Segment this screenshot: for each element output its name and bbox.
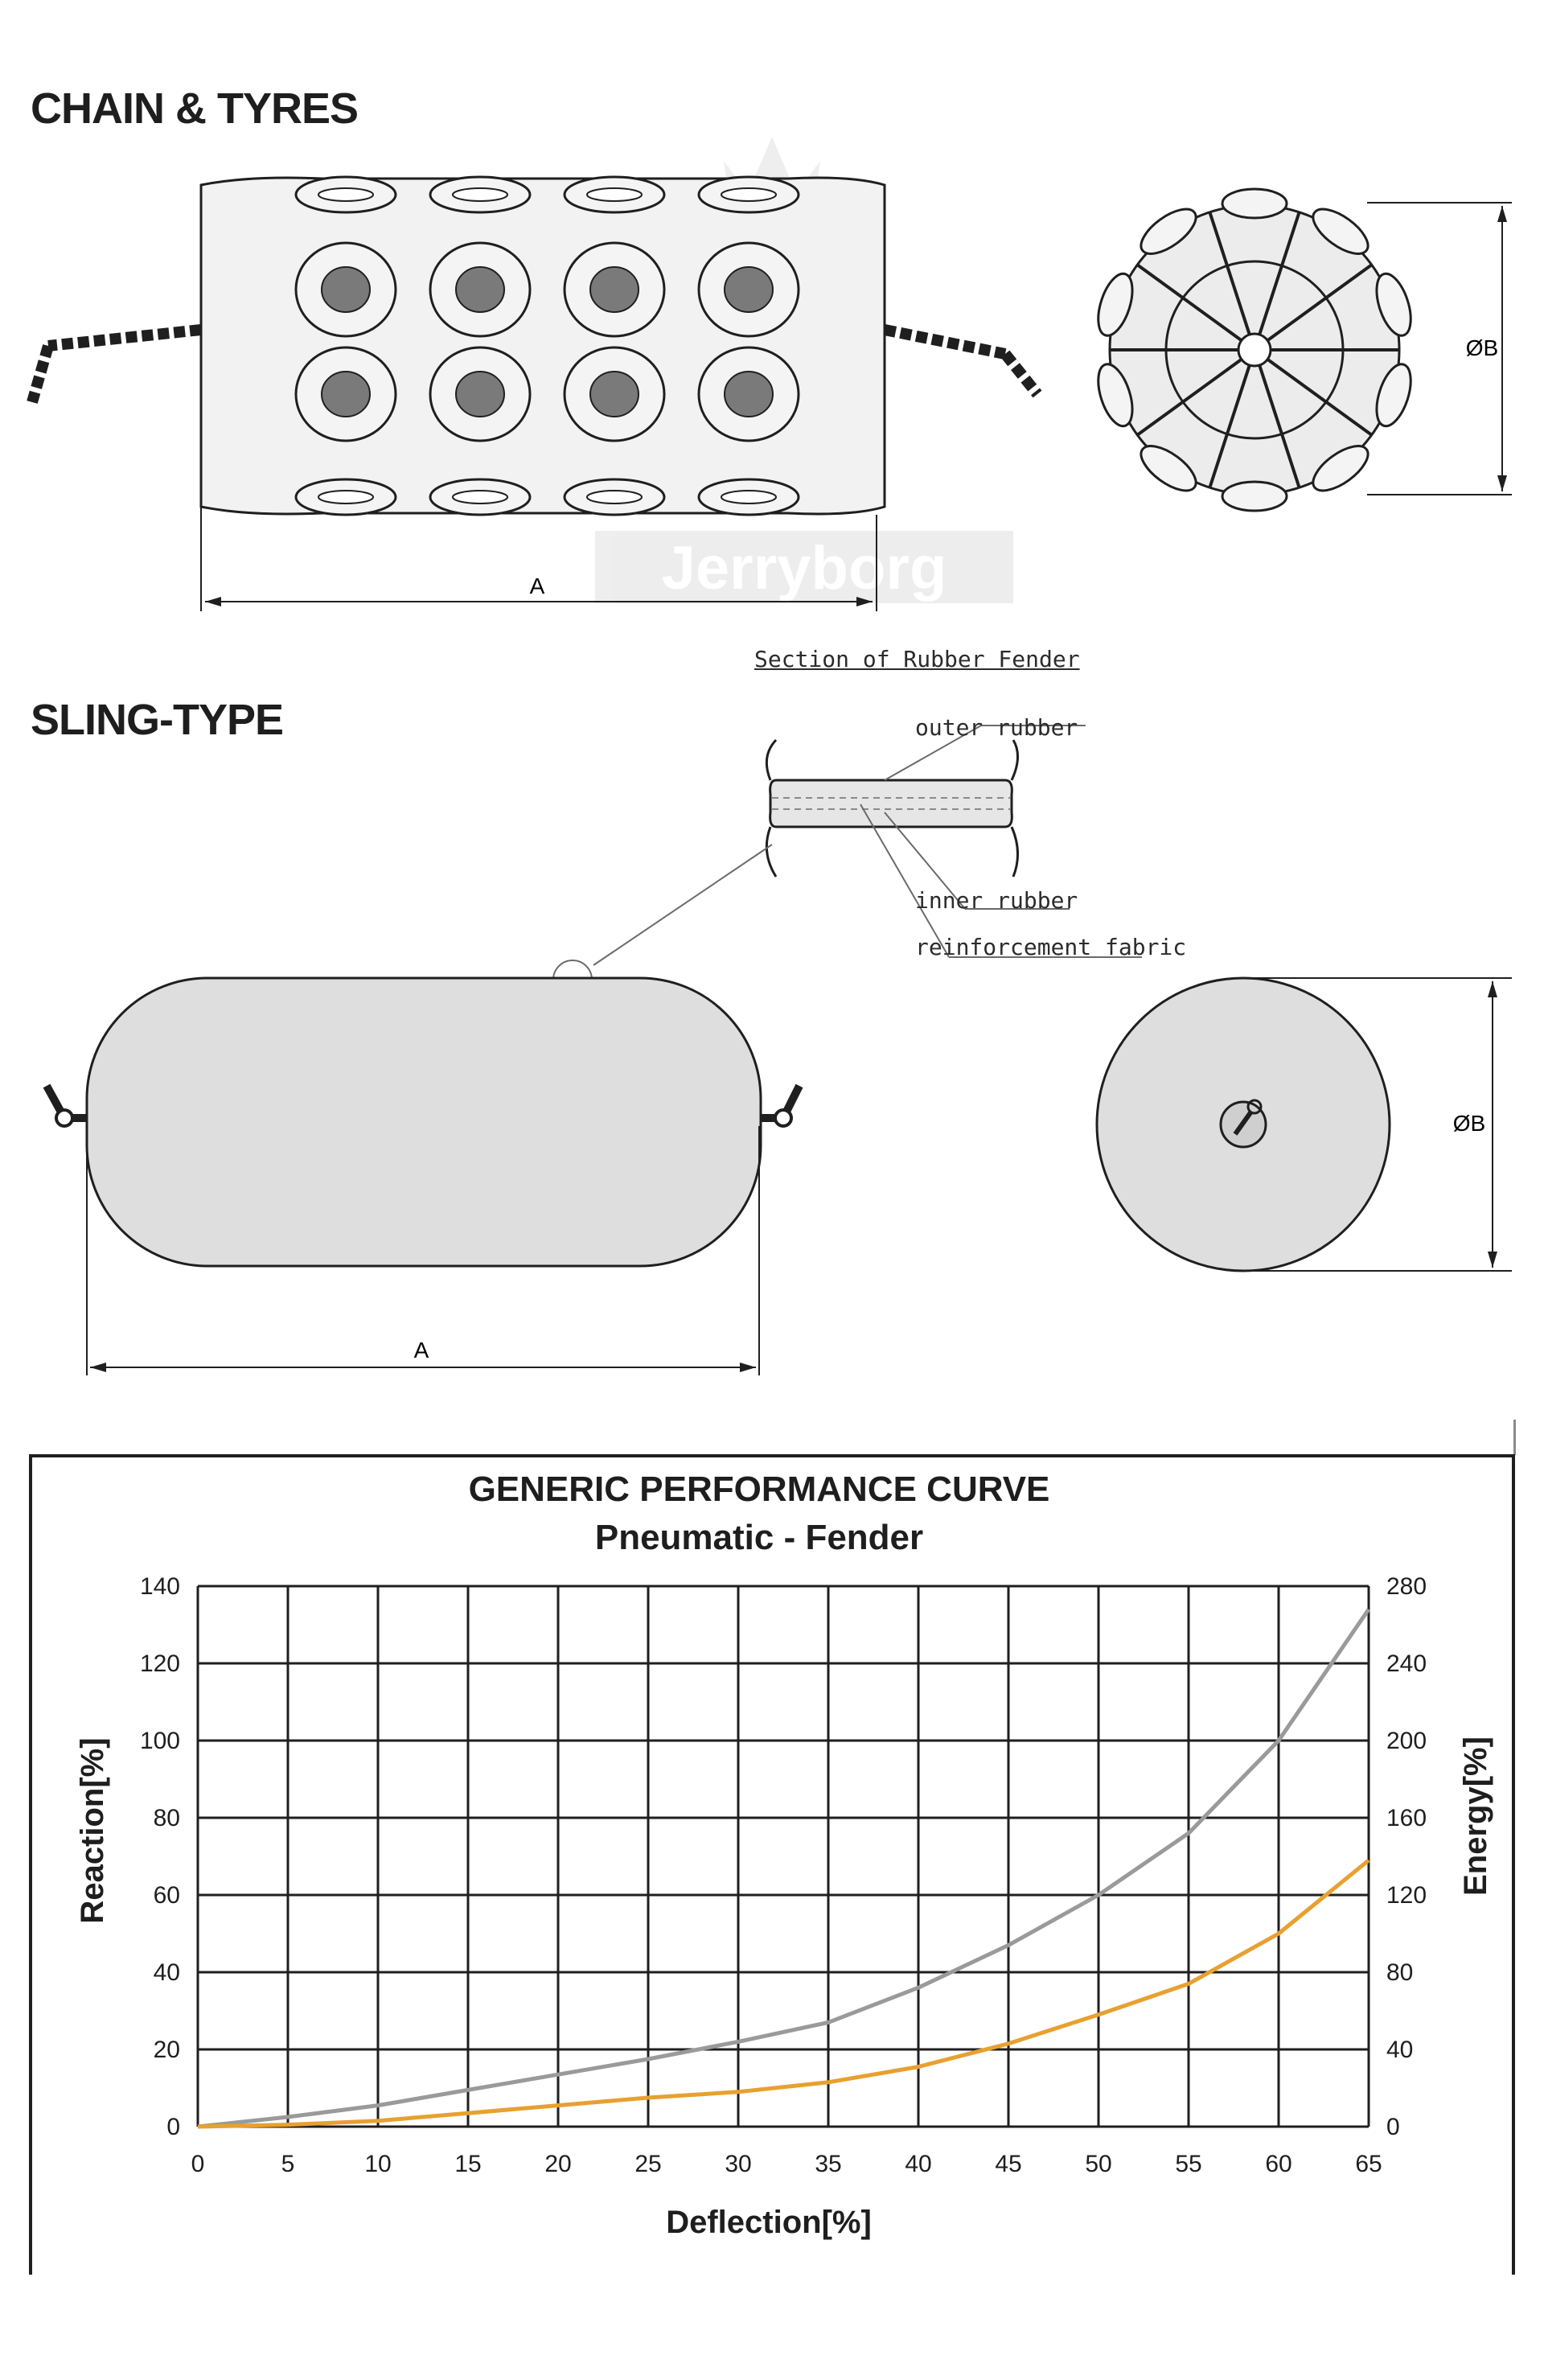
y-right-tick-label: 40 [1386,2037,1414,2063]
y-left-tick-label: 100 [139,1728,180,1754]
chain-dim-b-label: ØB [1465,335,1499,360]
y-left-tick-label: 0 [166,2114,180,2140]
tyre-hub [322,267,370,312]
x-tick-label: 20 [544,2151,572,2177]
chain-fender-end-view [1091,189,1512,511]
y-left-tick-label: 20 [153,2037,180,2063]
y-right-tick-label: 160 [1386,1805,1427,1831]
y-left-tick-label: 120 [139,1650,180,1677]
sling-dim-b-label: ØB [1452,1111,1486,1136]
sling-type-title: SLING-TYPE [31,696,284,744]
x-tick-label: 40 [905,2151,932,2177]
section-detail-title: Section of Rubber Fender [754,646,1080,672]
y-left-tick-label: 60 [153,1882,180,1909]
chain-dim-a-label: A [529,573,545,598]
y-left-tick-label: 40 [153,1959,180,1986]
x-tick-label: 30 [725,2151,752,2177]
tyre-hub [587,188,642,201]
chain-tyres-drawing [0,129,1544,627]
x-tick-label: 15 [454,2151,482,2177]
watermark-text: Jerryborg [661,534,947,602]
x-tick-label: 50 [1085,2151,1112,2177]
x-tick-label: 65 [1355,2151,1382,2177]
x-axis-label: Deflection[%] [666,2205,872,2240]
y-right-tick-label: 280 [1386,1573,1427,1600]
x-tick-label: 45 [995,2151,1022,2177]
end-tyre [1222,482,1287,511]
x-tick-label: 5 [281,2151,295,2177]
tyre-hub [721,491,776,504]
chart-subtitle: Pneumatic - Fender [594,1518,924,1557]
x-tick-label: 60 [1265,2151,1292,2177]
reinforcement-fabric-label: reinforcement fabric [915,934,1187,960]
tyre-hub [725,267,773,312]
sling-dim-a-label: A [413,1338,429,1363]
tyre-hub [590,267,639,312]
x-tick-label: 25 [634,2151,662,2177]
tyre-hub [725,372,773,417]
sling-type-drawing [0,957,1544,1391]
y-left-tick-label: 140 [139,1573,180,1600]
chart-title: GENERIC PERFORMANCE CURVE [468,1470,1050,1509]
x-tick-label: 10 [364,2151,392,2177]
tyre-hub [318,491,373,504]
x-tick-label: 35 [815,2151,842,2177]
tyre-hub [456,267,504,312]
tyre-hub [322,372,370,417]
x-tick-label: 0 [191,2151,205,2177]
tyre-hub [318,188,373,201]
y-right-tick-label: 0 [1386,2114,1400,2140]
y-right-tick-label: 200 [1386,1728,1427,1754]
outer-rubber-label: outer rubber [915,714,1078,741]
inner-rubber-label: inner rubber [915,887,1078,914]
end-tyre [1222,189,1287,218]
y-right-tick-label: 120 [1386,1882,1427,1909]
tyre-hub [456,372,504,417]
y-axis-right-label: Energy[%] [1458,1737,1493,1896]
sling-fender-end-view [1097,978,1512,1271]
tyre-hub [587,491,642,504]
y-left-tick-label: 80 [153,1805,180,1831]
x-tick-label: 55 [1175,2151,1202,2177]
sling-fender-side-view [47,978,799,1375]
chain-tyres-title: CHAIN & TYRES [31,84,359,133]
performance-chart [29,1454,1515,2275]
tyre-hub [721,188,776,201]
y-right-tick-label: 240 [1386,1650,1427,1677]
series-line-1 [198,1860,1369,2127]
tyre-hub [453,491,507,504]
tyre-hub [590,372,639,417]
y-axis-left-label: Reaction[%] [75,1737,110,1924]
tyre-hub [453,188,507,201]
y-right-tick-label: 80 [1386,1959,1414,1986]
chart-top-right-mark [1513,1420,1516,1455]
chart-grid [198,1586,1369,2127]
